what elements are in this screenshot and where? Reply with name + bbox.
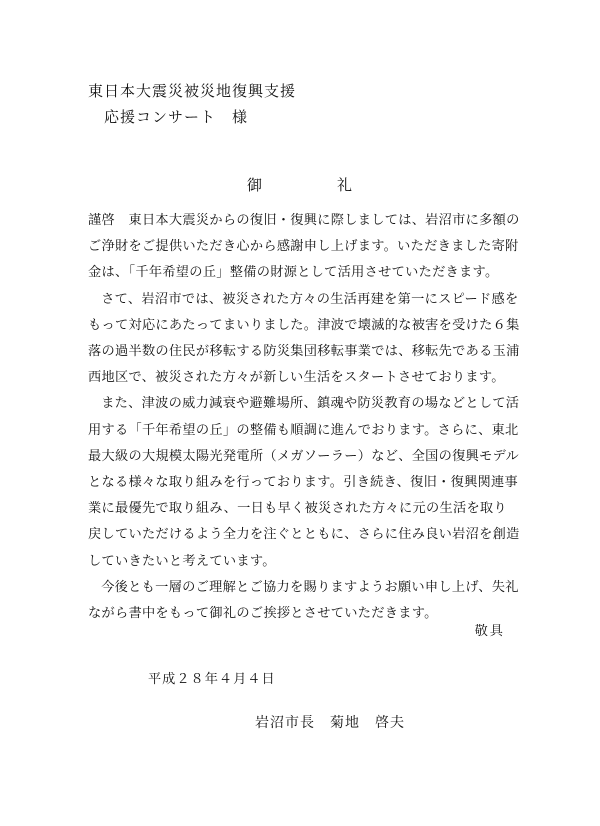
body-paragraph-3: また、津波の威力減衰や避難場所、鎮魂や防災教育の場などとして活用する「千年希望の丘」の整備も順調に進んでおります。さらに、東北最大級の大規模太陽光発電所（メガソーラー）など、全国の復興モデルとなる様々な取り組みを行っております。引き続き、復旧・復興関連事業に最優先で取り組み、一日も早く被災された方々に元の生活を取り戻していただけるよう全力を注ぐとともに、さらに住み良い岩沼を創造していきたいと考えています。 [88, 396, 520, 569]
letter-date: 平成２８年４月４日 [148, 672, 276, 687]
addressee-block [88, 78, 296, 130]
body-paragraph-1: 謹啓 東日本大震災からの復旧・復興に際しましては、岩沼市に多額のご浄財をご提供いただき心から感謝申し上げます。いただきました寄附金は、「千年希望の丘」整備の財源として活用させていただきます。 [88, 213, 520, 281]
letter-title [0, 174, 600, 195]
body-paragraph-2: さて、岩沼市では、被災された方々の生活再建を第一にスピード感をもって対応にあたってまいりました。津波で壊滅的な被害を受けた６集落の過半数の住民が移転する防災集団移転事業では、移転先である玉浦西地区で、被災された方々が新しい生活をスタートさせております。 [88, 291, 520, 386]
addressee-line-1: 東日本大震災被災地復興支援 [88, 82, 297, 100]
letter-body [88, 208, 520, 627]
body-paragraph-4: 今後とも一層のご理解とご協力を賜りますようお願い申し上げ、失礼ながら書中をもって御礼のご挨拶とさせていただきます。 [88, 579, 519, 622]
title-char-1: 御 [246, 176, 263, 194]
addressee-line-2: 応援コンサート 様 [104, 108, 249, 126]
signature: 岩沼市長 菊地 啓夫 [255, 715, 405, 731]
title-char-2: 礼 [337, 176, 354, 194]
closing-phrase: 敬具 [474, 624, 505, 639]
